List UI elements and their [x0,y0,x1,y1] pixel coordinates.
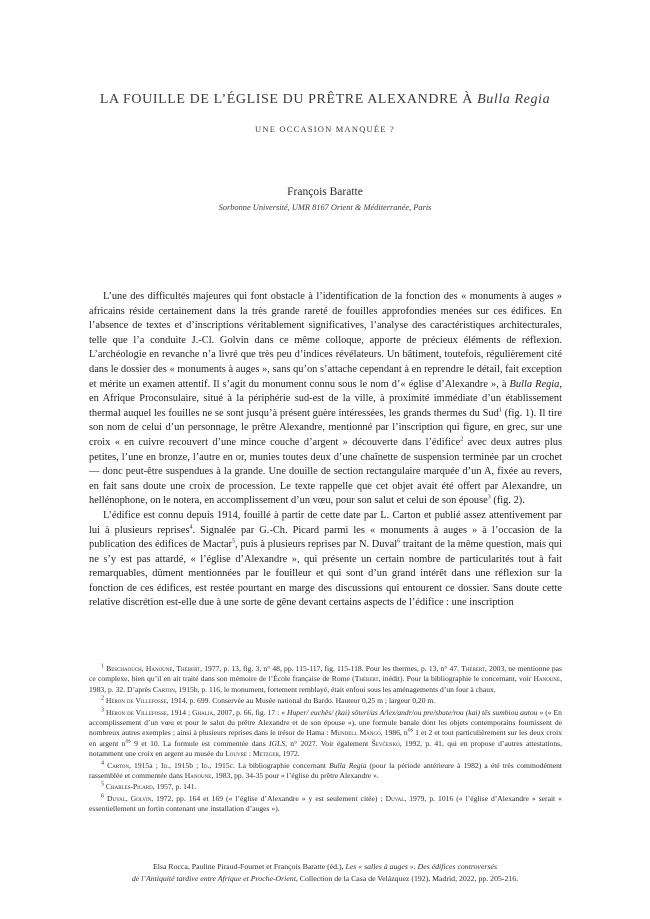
footnote-5: $^5$ Charles-Picard, 1957, p. 141. [101,781,197,792]
footer-line-1: Elsa Rocca, Pauline Piraud-Fournet et François Baratte (éd.), Les « salles à auges ». Des édifices controversés [153,862,497,871]
article-title [40,92,610,108]
footnotes [89,664,562,816]
publication-footer [60,861,590,884]
footnote-3: $^3$ Héron de Villefosse, 1914 ; Ghalia, 2007, p. 66, fig. 17 : « Huper/ euchēs/ (kai) sōteri/as A/lex/andr/ou pre/sbute/rou (kai) tēs sumbiou autou » (« En accomplissement d’un vœu et pour le salut du prêtre Alexandre et de son épouse »), une formule banale dont les objets contemporains fournissent de nombreux autres exemples ; ainsi à plusieurs reprises dans le trésor de Hama : Mundell Mango, 1986, $n^{os}$ 1 et 2 et tout particulièrement sur les deux croix en argent $n^{os}$ 9 et 10. La formule est commentée dans IGLS, n° 2027. Voir également Ševčenko, 1992, p. 41, qui en propose d’autres attestations, notamment une croix en argent au musée du Louvre : Metzger, 1972. [89,707,562,759]
footnote-ref-2[interactable]: 2 [460,436,464,443]
title-italic-text: Bulla Regia [477,92,551,107]
footnote-4: $^4$ Carton, 1915a ; Id., 1915b ; Id., 1915c. La bibliographie concernant Bulla Regia (pour la période antérieure à 1982) a été très commodément rassemblée et commentée dans Hanoune, 1983, pp. 34-35 pour « l’église du prêtre Alexandre ». [89,760,562,781]
main-text [89,290,562,611]
footnote-ref-5[interactable]: 5 [232,538,236,545]
footnote-ref-6[interactable]: 6 [397,538,401,545]
footer-line-2: de l’Antiquité tardive entre Afrique et Proche-Orient, Collection de la Casa de Velázquez (192), Madrid, 2022, pp. 205-216. [131,873,519,883]
paragraph-2: L’édifice est connu depuis 1914, fouillé à partir de cette date par L. Carton et publié assez attentivement par lui à plusieurs reprises$^4$. Signalée par G.-Ch. Picard parmi les « monuments à auges » à l’occasion de la publication des édifices de Mactar$^5$, puis à plusieurs reprises par N. Duval$^6$ traitant de la même question, mais qui ne s’y est pas attardé, « l’église d’Alexandre », qui présente un certain nombre de particularités tout à fait remarquables, dûment mentionnées par le fouilleur et qui sont d’un grand intérêt dans une réflexion sur la fonction de ces édifices, est restée pourtant en marge des discussions qui entourent ce dossier. Sans doute cette relative discrétion est-elle due à une sorte de gêne devant certains aspects de l’édifice : une inscription [89,509,563,609]
footnote-ref-1[interactable]: 1 [498,407,502,414]
footnote-ref-4[interactable]: 4 [189,524,193,531]
title-text: LA FOUILLE DE L’ÉGLISE DU PRÊTRE ALEXANDRE À [99,92,478,107]
footnote-6: $^6$ Duval, Golvin, 1972, pp. 164 et 169 (« l’église d’Alexandre » y est seulement citée) ; Duval, 1979, p. 1016 (« l’église d’Alexandre » serait « essentiellement un fortin contenant une installation d’auges »). [89,793,562,814]
footnote-ref-3[interactable]: 3 [487,494,491,501]
footnote-1: $^1$ Beschaouch, Hanoune, Thébert, 1977, p. 13, fig. 3, n° 48, pp. 115-117, fig. 115-118. Pour les thermes, p. 13, n° 47. Thébert, 2003, ne mentionne pas ce complexe, bien qu’il en ait traité dans son mémoire de l’École française de Rome (Thébert, inédit). Pour la bibliographie le concernant, voir Hanoune, 1983, p. 32. D’après Carton, 1915b, p. 116, le monument, fortement remblayé, était enfoui sous les aménagements d’un four à chaux. [89,663,562,694]
author-name: François Baratte [287,186,363,198]
article-subtitle: UNE OCCASION MANQUÉE ? [255,124,395,134]
author-affiliation: Sorbonne Université, UMR 8167 Orient & Méditerranée, Paris [218,203,432,212]
footnote-2: $^2$ Héron de Villefosse, 1914, p. 699. Conservée au Musée national du Bardo. Hauteur 0,25 m ; largeur 0,20 m. [101,695,436,706]
paragraph-1: L’une des difficultés majeures qui font obstacle à l’identification de la fonction des « monuments à auges » africains réside certainement dans la très grande rareté de fouilles approfondies menées sur ces édifices. En l’absence de textes et d’inscriptions véritablement significatives, l’analyse des caractéristiques architecturales, telle que l’a conduite J.-Cl. Golvin dans ce même colloque, apporte de précieux éléments de réflexion. L’archéologie en revanche n’a livré que très peu d’indices révélateurs. Un bâtiment, toutefois, régulièrement cité dans le dossier des « monuments à auges », sans qu’on s’attache cependant à en reprendre le détail, fait exception et mérite un examen attentif. Il s’agit du monument connu sous le nom d’« église d’Alexandre », à Bulla Regia, en Afrique Proconsulaire, situé à la périphérie sud-est de la ville, à proximité immédiate d’un établissement thermal auquel les fouilles ne se sont jusqu’à présent guère intéressées, les grands thermes du Sud$^1$ (fig. 1). Il tire son nom de celui d’un personnage, le prêtre Alexandre, mentionné par l’inscription qui figure, en grec, sur une croix « en cuivre recouvert d’une mince couche d’argent » découverte dans l’édifice$^2$ avec deux autres plus petites, l’une en bronze, l’autre en or, munies toutes deux d’une chaînette de suspension terminée par un crochet — donc peut-être suspendues à la grande. Une douille de section rectangulaire marquée d’un A, fixée au revers, en fait sans doute une croix de procession. Le texte rappelle que cet objet avait été offert par Alexandre, un hellénophone, on le notera, en accomplissement d’un vœu, pour son salut et celui de son épouse$^3$ (fig. 2). [89,291,563,507]
